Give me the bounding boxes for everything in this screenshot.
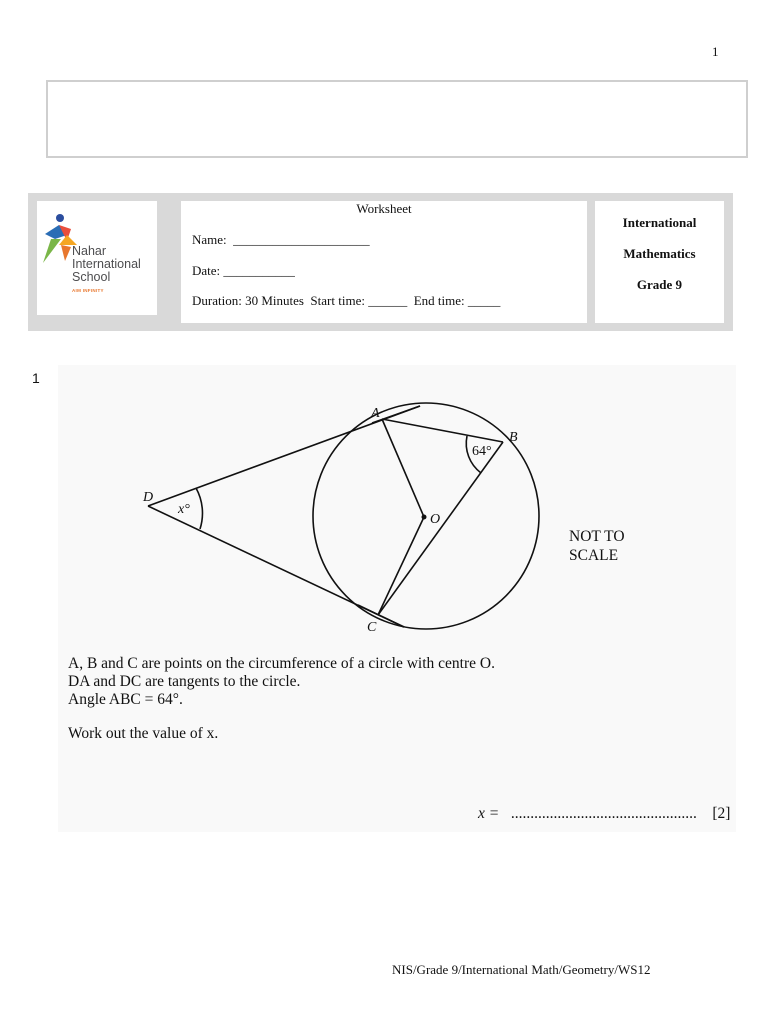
not-to-scale-note (569, 527, 625, 565)
label-o: O (430, 512, 441, 527)
label-c: C (367, 620, 377, 635)
label-d: D (143, 490, 154, 505)
geometry-diagram (58, 365, 736, 832)
label-a: A (371, 406, 380, 421)
logo-line-school: School (72, 270, 111, 284)
question-line-1: A, B and C are points on the circumference of a circle with centre O. (68, 655, 495, 672)
subject-line-international: International (622, 215, 697, 230)
subject-panel (595, 201, 724, 323)
marks: [2] (712, 805, 731, 822)
page-number: 1 (712, 44, 719, 59)
subject-line-mathematics: Mathematics (623, 246, 696, 261)
footer-reference: NIS/Grade 9/International Math/Geometry/WS12 (392, 962, 651, 977)
name-field[interactable]: Name: _____________________ (192, 232, 370, 247)
grade-label: Grade 9 (636, 277, 683, 292)
logo-line-international: International (72, 257, 141, 271)
student-info-panel (181, 201, 587, 323)
not-to-scale-line2: SCALE (569, 547, 619, 564)
label-angle-b: 64° (472, 444, 492, 459)
question-panel (58, 365, 736, 832)
duration-field[interactable]: Duration: 30 Minutes Start time: ______ End time: _____ (192, 293, 501, 308)
school-logo (37, 201, 157, 315)
label-b: B (509, 430, 518, 445)
logo-tagline: AIM INFINITY (72, 288, 104, 293)
answer-label: x = (478, 805, 500, 822)
radius-ao (382, 419, 424, 517)
radius-oc (378, 517, 424, 615)
answer-line[interactable] (478, 805, 730, 823)
question-number: 1 (32, 370, 40, 386)
blank-header-box (46, 80, 748, 158)
logo-line-nahar: Nahar (72, 244, 107, 258)
logo-wordmark (72, 245, 141, 284)
angle-arc-d (196, 488, 202, 529)
question-instruction: Work out the value of x. (68, 725, 219, 742)
not-to-scale-line1: NOT TO (569, 528, 625, 545)
worksheet-title: Worksheet (356, 201, 412, 216)
answer-dots[interactable]: ................................................ (510, 805, 697, 822)
centre-point (422, 515, 427, 520)
question-line-3: Angle ABC = 64°. (68, 691, 183, 708)
question-line-2: DA and DC are tangents to the circle. (68, 673, 301, 690)
chord-bc (378, 442, 503, 615)
chord-ab (382, 419, 503, 442)
date-field[interactable]: Date: ___________ (192, 263, 295, 278)
label-angle-x: x° (178, 502, 190, 517)
